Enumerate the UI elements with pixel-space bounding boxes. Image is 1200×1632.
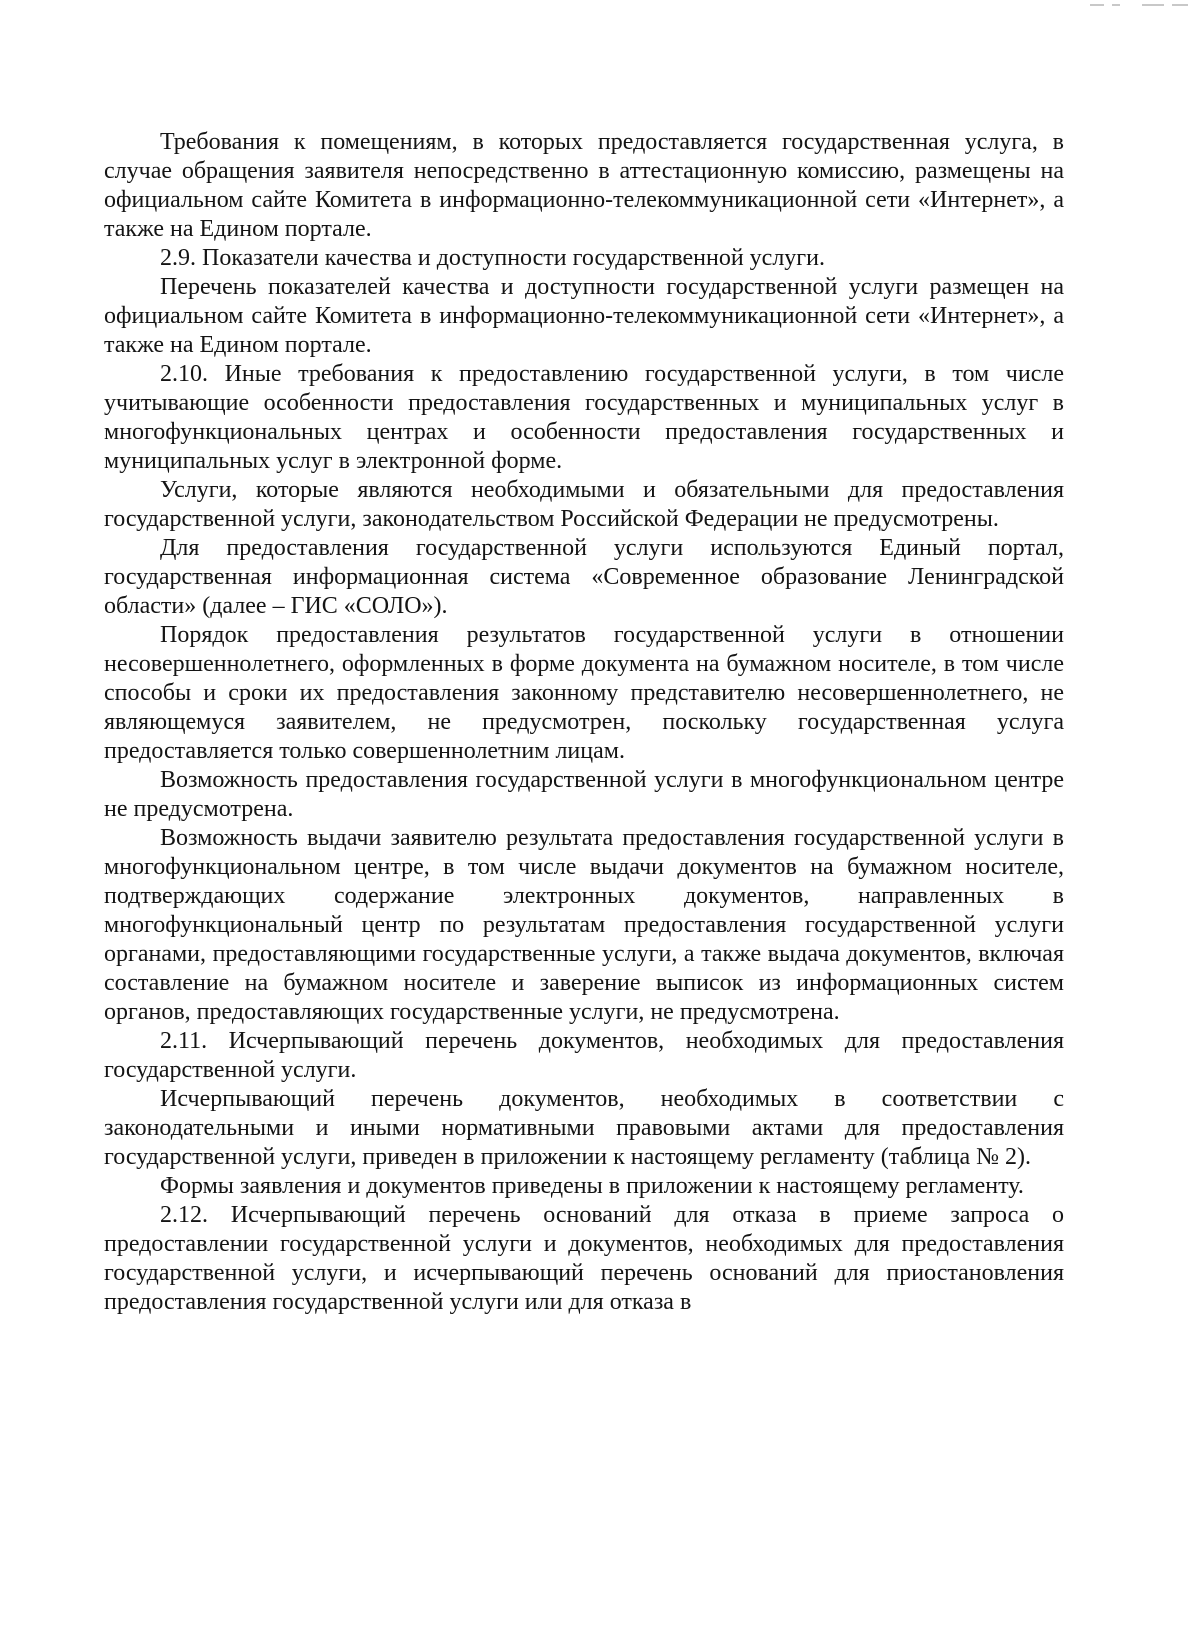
paragraph-quality-indicators: Перечень показателей качества и доступности государственной услуги размещен на официальном сайте Комитета в информационно-телекоммуникационной сети «Интернет», а также на Едином портале. (104, 274, 1064, 358)
paragraph-minor-results: Порядок предоставления результатов государственной услуги в отношении несовершеннолетнего, оформленных в форме документа на бумажном носителе, в том числе способы и сроки их предоставления законному представителю несовершеннолетнего, не являющемуся заявителем, не предусмотрен, поскольку государственная услуга предоставляется только совершеннолетним лицам. (104, 622, 1064, 764)
paragraph-mfc-possibility: Возможность предоставления государственной услуги в многофункциональном центре не предусмотрена. (104, 767, 1064, 822)
paragraph-necessary-services: Услуги, которые являются необходимыми и обязательными для предоставления государственной услуги, законодательством Российской Федерации не предусмотрены. (104, 477, 1064, 532)
document-page (104, 128, 1064, 1317)
paragraph-information-systems: Для предоставления государственной услуги используются Единый портал, государственная информационная система «Современное образование Ленинградской области» (далее – ГИС «СОЛО»). (104, 535, 1064, 619)
section-heading-2-11: 2.11. Исчерпывающий перечень документов, необходимых для предоставления государственной услуги. (104, 1028, 1064, 1083)
section-heading-2-10: 2.10. Иные требования к предоставлению государственной услуги, в том числе учитывающие особенности предоставления государственных и муниципальных услуг в многофункциональных центрах и особенности предоставления государственных и муниципальных услуг в электронной форме. (104, 361, 1064, 474)
paragraph-application-forms: Формы заявления и документов приведены в приложении к настоящему регламенту. (160, 1173, 1024, 1199)
paragraph-documents-list: Исчерпывающий перечень документов, необходимых в соответствии с законодательными и иными нормативными правовыми актами для предоставления государственной услуги, приведен в приложении к настоящему регламенту (таблица № 2). (104, 1086, 1064, 1170)
section-heading-2-9: 2.9. Показатели качества и доступности государственной услуги. (160, 245, 825, 271)
scan-artifact (1050, 0, 1200, 14)
paragraph-mfc-issuance: Возможность выдачи заявителю результата предоставления государственной услуги в многофункциональном центре, в том числе выдачи документов на бумажном носителе, подтверждающих содержание электронных документов, направленных в многофункциональный центр по результатам предоставления государственной услуги органами, предоставляющими государственные услуги, а также выдача документов, включая составление на бумажном носителе и заверение выписок из информационных систем органов, предоставляющих государственные услуги, не предусмотрена. (104, 825, 1064, 1025)
section-heading-2-12: 2.12. Исчерпывающий перечень оснований для отказа в приеме запроса о предоставлении государственной услуги и документов, необходимых для предоставления государственной услуги, и исчерпывающий перечень оснований для приостановления предоставления государственной услуги или для отказа в (104, 1202, 1064, 1315)
paragraph-premises-requirements: Требования к помещениям, в которых предоставляется государственная услуга, в случае обращения заявителя непосредственно в аттестационную комиссию, размещены на официальном сайте Комитета в информационно-телекоммуникационной сети «Интернет», а также на Едином портале. (104, 129, 1064, 242)
